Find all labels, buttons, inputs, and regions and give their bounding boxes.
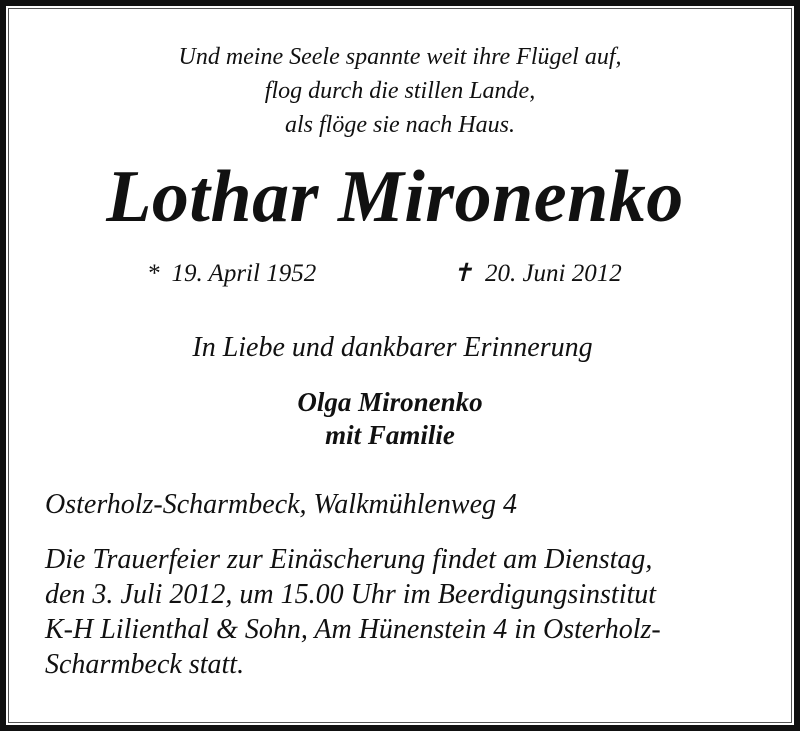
birth-star-icon: *: [147, 260, 160, 287]
funeral-line: Scharmbeck statt.: [45, 649, 245, 680]
signer-name: Olga Mironenko: [297, 387, 483, 417]
memorial-verse: [0, 40, 800, 142]
birth-date-line: [147, 258, 316, 290]
signers-block: [0, 386, 780, 452]
death-date: 20. Juni 2012: [484, 260, 622, 287]
remembrance-line: In Liebe und dankbarer Erinnerung: [192, 332, 593, 363]
funeral-notice: [45, 542, 765, 682]
verse-line: flog durch die stillen Lande,: [264, 78, 536, 104]
verse-line: als flöge sie nach Haus.: [285, 112, 515, 138]
death-date-line: [452, 258, 622, 290]
funeral-line: K-H Lilienthal & Sohn, Am Hünenstein 4 in Osterholz-: [45, 614, 661, 645]
funeral-line: Die Trauerfeier zur Einäscherung findet am Dienstag,: [45, 544, 653, 575]
funeral-line: den 3. Juli 2012, um 15.00 Uhr im Beerdigungsinstitut: [45, 579, 657, 610]
death-cross-icon: ✝: [452, 260, 473, 287]
deceased-name: Lothar Mironenko: [106, 156, 684, 238]
signer-family: mit Familie: [325, 420, 455, 450]
verse-line: Und meine Seele spannte weit ihre Flügel auf,: [178, 44, 622, 70]
family-address: Osterholz-Scharmbeck, Walkmühlenweg 4: [45, 489, 518, 520]
birth-date: 19. April 1952: [171, 260, 317, 287]
